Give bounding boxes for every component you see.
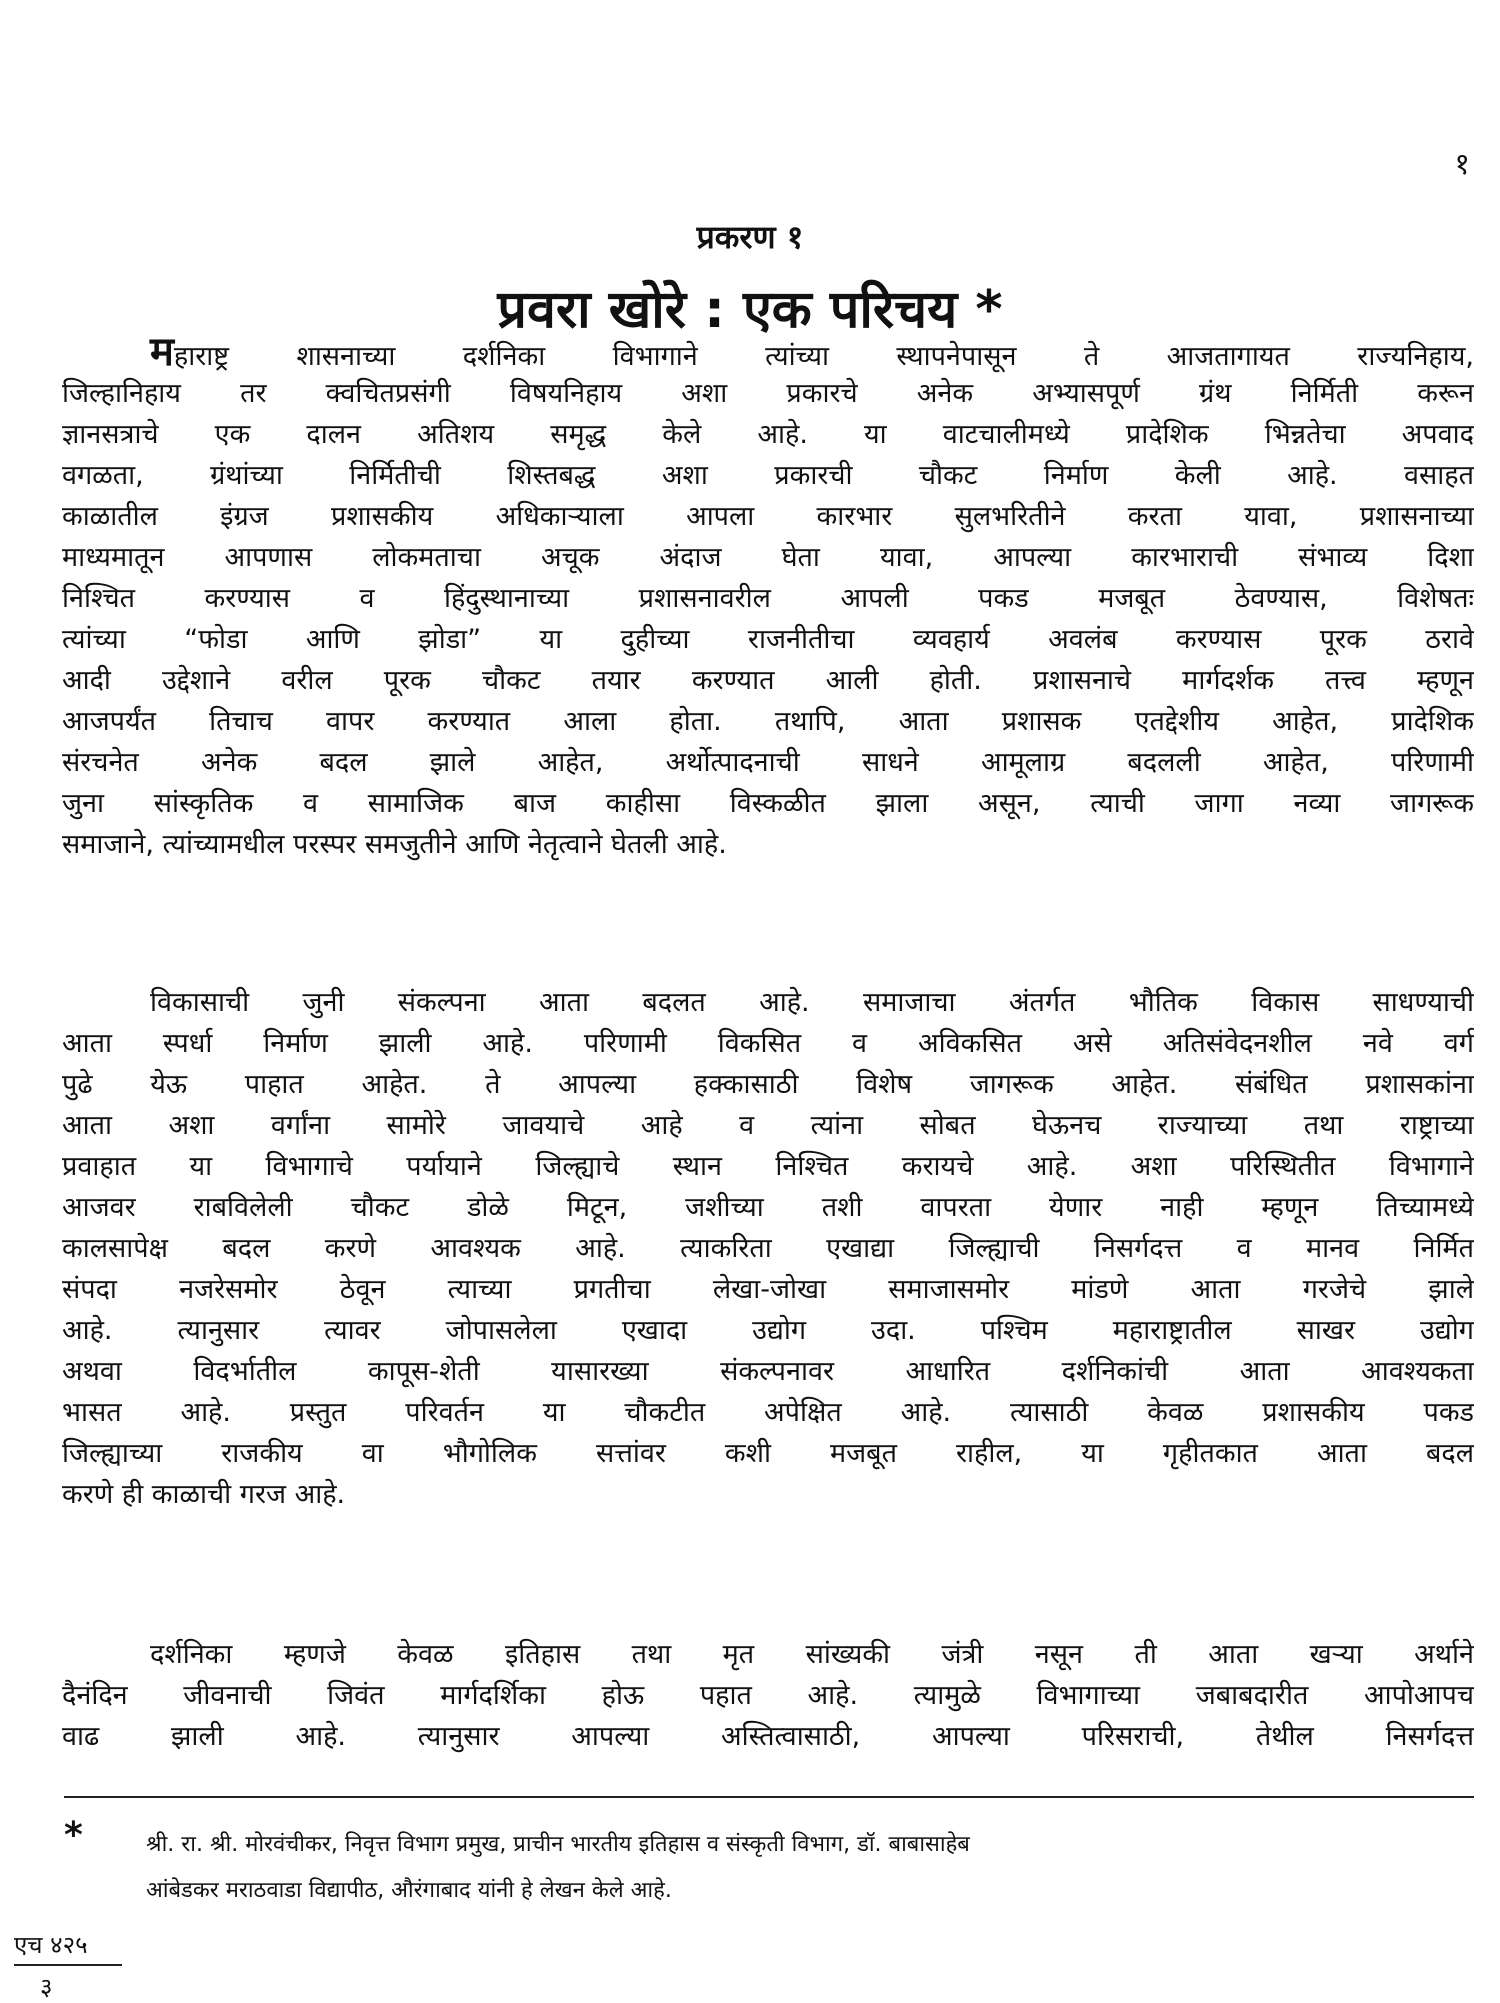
line-text: वगळता, ग्रंथांच्या निर्मितीची शिस्तबद्ध अशा प्रकारची चौकट निर्माण केली आहे. वसाहत (62, 460, 1474, 491)
text-line (62, 1392, 1474, 1433)
line-text: निश्चित करण्यास व हिंदुस्थानाच्या प्रशासनावरील आपली पकड मजबूत ठेवण्यास, विशेषतः (62, 583, 1474, 614)
text-line (62, 1474, 1474, 1515)
text-line (62, 1310, 1474, 1351)
footnote-line: आंबेडकर मराठवाडा विद्यापीठ, औरंगाबाद यांनी हे लेखन केले आहे. (146, 1878, 672, 1903)
line-text: करणे ही काळाची गरज आहे. (62, 1479, 346, 1510)
paragraph-1 (62, 332, 1474, 865)
text-line (62, 1105, 1474, 1146)
text-line (62, 660, 1474, 701)
line-text: प्रवाहात या विभागाचे पर्यायाने जिल्ह्याचे स्थान निश्चित करायचे आहे. अशा परिस्थितीत विभागाने (62, 1151, 1474, 1182)
text-line (62, 742, 1474, 783)
text-line (62, 578, 1474, 619)
chapter-label: प्रकरण १ (696, 218, 804, 256)
footer-sheet-number: ३ (40, 1973, 53, 2001)
footnote-marker: * (64, 1815, 83, 1856)
line-text: माध्यमातून आपणास लोकमताचा अचूक अंदाज घेता यावा, आपल्या कारभाराची संभाव्य दिशा (62, 542, 1474, 573)
page-title: प्रवरा खोरे : एक परिचय * (497, 280, 1003, 340)
line-text: विकासाची जुनी संकल्पना आता बदलत आहे. समाजाचा अंतर्गत भौतिक विकास साधण्याची (150, 987, 1474, 1018)
paragraph-2 (62, 982, 1474, 1515)
line-text: आहे. त्यानुसार त्यावर जोपासलेला एखादा उद्योग उदा. पश्चिम महाराष्ट्रातील साखर उद्योग (62, 1315, 1474, 1346)
footer-divider (14, 1964, 122, 1966)
text-line (62, 1351, 1474, 1392)
footnote-line: श्री. रा. श्री. मोरवंचीकर, निवृत्त विभाग प्रमुख, प्राचीन भारतीय इतिहास व संस्कृती विभाग, डॉ. बाबासाहेब (146, 1832, 970, 1857)
line-text: जुना सांस्कृतिक व सामाजिक बाज काहीसा विस्कळीत झाला असून, त्याची जागा नव्या जागरूक (62, 788, 1474, 819)
footnote-divider (64, 1796, 1474, 1798)
text-line (62, 455, 1474, 496)
text-line (62, 1023, 1474, 1064)
line-text: वाढ झाली आहे. त्यानुसार आपल्या अस्तित्वासाठी, आपल्या परिसराची, तेथील निसर्गदत्त (62, 1721, 1474, 1752)
paragraph-3 (62, 1634, 1474, 1757)
line-text: आजपर्यंत तिचाच वापर करण्यात आला होता. तथापि, आता प्रशासक एतद्देशीय आहेत, प्रादेशिक (62, 706, 1474, 737)
line-text: संरचनेत अनेक बदल झाले आहेत, अर्थोत्पादनाची साधने आमूलाग्र बदलली आहेत, परिणामी (62, 747, 1474, 778)
page-number: १ (1454, 147, 1470, 182)
line-text: आदी उद्देशाने वरील पूरक चौकट तयार करण्यात आली होती. प्रशासनाचे मार्गदर्शक तत्त्व म्हणून (62, 665, 1474, 696)
text-line (62, 373, 1474, 414)
text-line (62, 1675, 1474, 1716)
line-text: समाजाने, त्यांच्यामधील परस्पर समजुतीने आणि नेतृत्वाने घेतली आहे. (62, 829, 727, 860)
text-line (62, 1228, 1474, 1269)
text-line (62, 982, 1474, 1023)
line-text: आता अशा वर्गांना सामोरे जावयाचे आहे व त्यांना सोबत घेऊनच राज्याच्या तथा राष्ट्राच्या (62, 1110, 1474, 1141)
line-text: आता स्पर्धा निर्माण झाली आहे. परिणामी विकसित व अविकसित असे अतिसंवेदनशील नवे वर्ग (62, 1028, 1474, 1059)
line-text: दैनंदिन जीवनाची जिवंत मार्गदर्शिका होऊ पहात आहे. त्यामुळे विभागाच्या जबाबदारीत आपोआपच (62, 1680, 1474, 1711)
text-line (62, 619, 1474, 660)
text-line (62, 332, 1474, 373)
line-text: दर्शनिका म्हणजे केवळ इतिहास तथा मृत सांख्यकी जंत्री नसून ती आता खऱ्या अर्थाने (150, 1639, 1474, 1670)
text-line (62, 1064, 1474, 1105)
line-text: त्यांच्या “फोडा आणि झोडा” या दुहीच्या राजनीतीचा व्यवहार्य अवलंब करण्यास पूरक ठरावे (62, 624, 1474, 655)
line-text: जिल्हानिहाय तर क्वचितप्रसंगी विषयनिहाय अशा प्रकारचे अनेक अभ्यासपूर्ण ग्रंथ निर्मिती करून (62, 378, 1474, 409)
text-line (62, 1634, 1474, 1675)
line-text: भासत आहे. प्रस्तुत परिवर्तन या चौकटीत अपेक्षित आहे. त्यासाठी केवळ प्रशासकीय पकड (62, 1397, 1474, 1428)
line-text: काळातील इंग्रज प्रशासकीय अधिकाऱ्याला आपला कारभार सुलभरितीने करता यावा, प्रशासनाच्या (62, 501, 1474, 532)
line-text: संपदा नजरेसमोर ठेवून त्याच्या प्रगतीचा लेखा-जोखा समाजासमोर मांडणे आता गरजेचे झाले (62, 1274, 1474, 1305)
line-text: आजवर राबविलेली चौकट डोळे मिटून, जशीच्या तशी वापरता येणार नाही म्हणून तिच्यामध्ये (62, 1192, 1474, 1223)
drop-cap: म (150, 332, 174, 373)
text-line (62, 1146, 1474, 1187)
line-text: अथवा विदर्भातील कापूस-शेती यासारख्या संकल्पनावर आधारित दर्शनिकांची आता आवश्यकता (62, 1356, 1474, 1387)
line-text: कालसापेक्ष बदल करणे आवश्यक आहे. त्याकरिता एखाद्या जिल्ह्याची निसर्गदत्त व मानव निर्मित (62, 1233, 1474, 1264)
text-line (62, 783, 1474, 824)
text-line (62, 496, 1474, 537)
footnote (146, 1822, 1446, 1914)
text-line (62, 414, 1474, 455)
text-line (62, 537, 1474, 578)
text-line (62, 824, 1474, 865)
line-text: हाराष्ट्र शासनाच्या दर्शनिका विभागाने त्यांच्या स्थापनेपासून ते आजतागायत राज्यनिहाय, (173, 341, 1474, 372)
text-line (62, 1187, 1474, 1228)
line-text: ज्ञानसत्राचे एक दालन अतिशय समृद्ध केले आहे. या वाटचालीमध्ये प्रादेशिक भिन्नतेचा अपवाद (62, 419, 1474, 450)
text-line (62, 701, 1474, 742)
footer-code: एच ४२५ (14, 1931, 88, 1959)
text-line (62, 1269, 1474, 1310)
text-line (62, 1716, 1474, 1757)
line-text: पुढे येऊ पाहात आहेत. ते आपल्या हक्कासाठी विशेष जागरूक आहेत. संबंधित प्रशासकांना (62, 1069, 1474, 1100)
text-line (62, 1433, 1474, 1474)
line-text: जिल्ह्याच्या राजकीय वा भौगोलिक सत्तांवर कशी मजबूत राहील, या गृहीतकात आता बदल (62, 1438, 1474, 1469)
